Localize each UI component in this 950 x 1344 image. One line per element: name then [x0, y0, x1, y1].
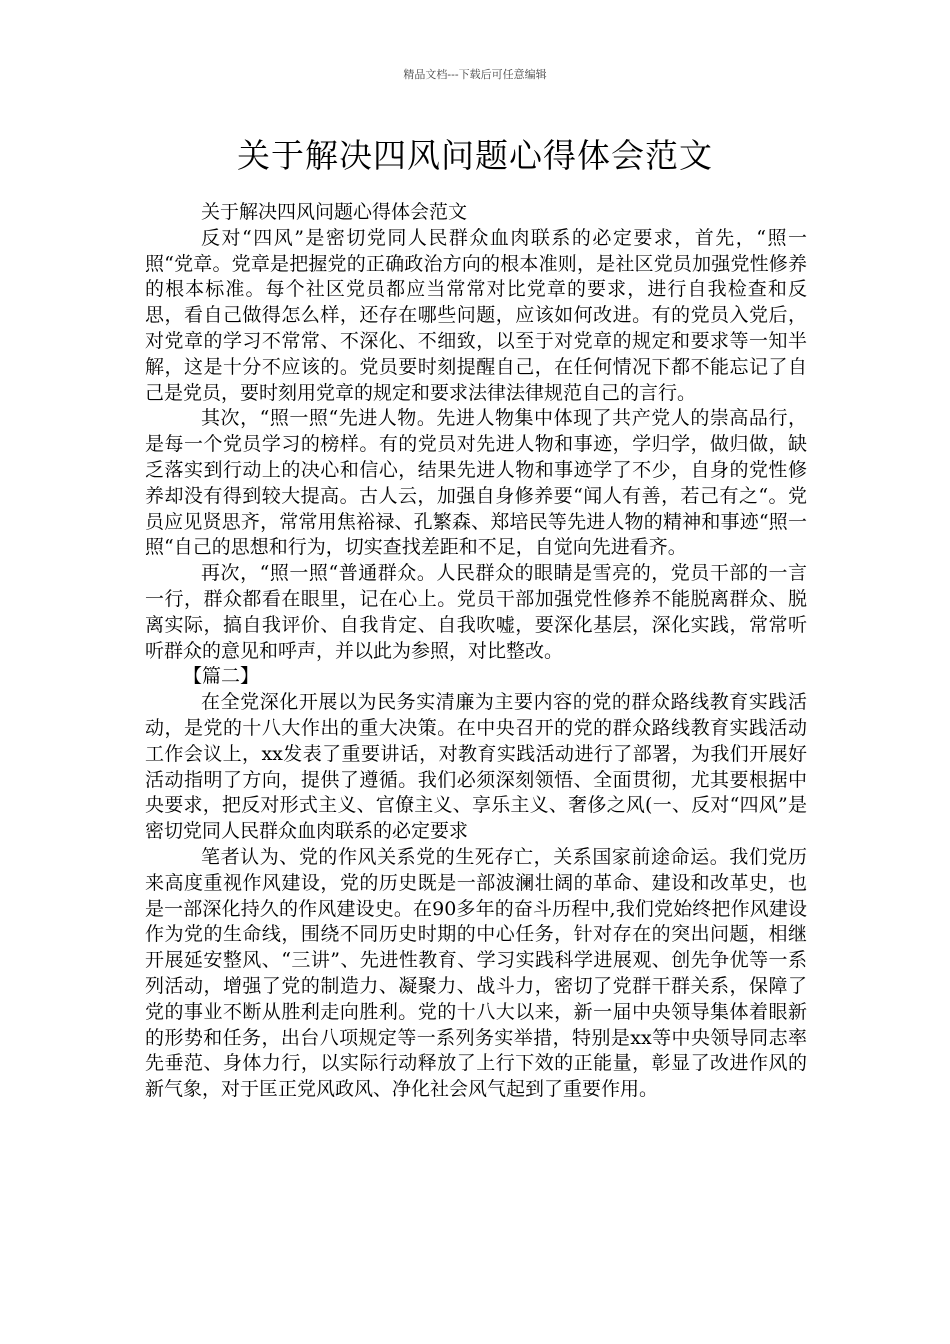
paragraph-mass-line-campaign: 在全党深化开展以为民务实清廉为主要内容的党的群众路线教育实践活动，是党的十八大作出的重大决策。在中央召开的党的群众路线教育实践活动工作会议上，xx发表了重要讲话，对教育实践活动进行了部署，为我们开展好活动指明了方向，提供了遵循。我们必须深刻领悟、全面贯彻，尤其要根据中央要求，把反对形式主义、官僚主义、享乐主义、奢侈之风(一、反对“四风”是密切党同人民群众血肉联系的必定要求 — [145, 691, 807, 843]
paragraph-subtitle: 关于解决四风问题心得体会范文 — [201, 201, 468, 223]
paragraph-party-style: 笔者认为、党的作风关系党的生死存亡，关系国家前途命运。我们党历来高度重视作风建设，党的历史既是一部波澜壮阔的革命、建设和改革史，也是一部深化持久的作风建设史。在90多年的奋斗历程中,我们党始终把作风建设作为党的生命线，围绕不同历史时期的中心任务，针对存在的突出问题，相继开展延安整风、“三讲”、先进性教育、学习实践科学进展观、创先争优等一系列活动，增强了党的制造力、凝聚力、战斗力，密切了党群干群关系，保障了党的事业不断从胜利走向胜利。党的十八大以来，新一届中央领导集体着眼新的形势和任务，出台八项规定等一系列务实举措，特别是xx等中央领导同志率先垂范、身体力行，以实际行动释放了上行下效的正能量，彰显了改进作风的新气象，对于匡正党风政风、净化社会风气起到了重要作用。 — [145, 845, 807, 1101]
paragraph-advanced-figures: 其次，“照一照“先进人物。先进人物集中体现了共产党人的崇高品行，是每一个党员学习的榜样。有的党员对先进人物和事迹，学归学，做归做，缺乏落实到行动上的决心和信心，结果先进人物和事迹学了不少，自身的党性修养却没有得到较大提高。古人云，加强自身修养要“闻人有善，若己有之“。党员应见贤思齐，常常用焦裕禄、孔繁森、郑培民等先进人物的精神和事迹“照一照“自己的思想和行为，切实查找差距和不足，自觉向先进看齐。 — [145, 407, 807, 559]
section-heading-part-two: 【篇二】 — [183, 665, 260, 688]
document-body — [145, 200, 807, 1103]
header-note: 精品文档---下载后可任意编辑 — [403, 68, 547, 81]
page-title: 关于解决四风问题心得体会范文 — [237, 136, 713, 175]
paragraph-ordinary-masses: 再次，“照一照“普通群众。人民群众的眼睛是雪亮的，党员干部的一言一行，群众都看在眼里，记在心上。党员干部加强党性修养不能脱离群众、脱离实际，搞自我评价、自我肯定、自我吹嘘，要深化基层，深化实践，常常听听群众的意见和呼声，并以此为参照，对比整改。 — [145, 562, 807, 662]
paragraph-party-constitution: 反对“四风”是密切党同人民群众血肉联系的必定要求，首先，“照一照“党章。党章是把握党的正确政治方向的根本准则，是社区党员加强党性修养的根本标准。每个社区党员都应当常常对比党章的要求，进行自我检查和反思，看自己做得怎么样，还存在哪些问题，应该如何改进。有的党员入党后，对党章的学习不常常、不深化、不细致，以至于对党章的规定和要求等一知半解，这是十分不应该的。党员要时刻提醒自己，在任何情况下都不能忘记了自己是党员，要时刻用党章的规定和要求法律法律规范自己的言行。 — [145, 226, 807, 404]
